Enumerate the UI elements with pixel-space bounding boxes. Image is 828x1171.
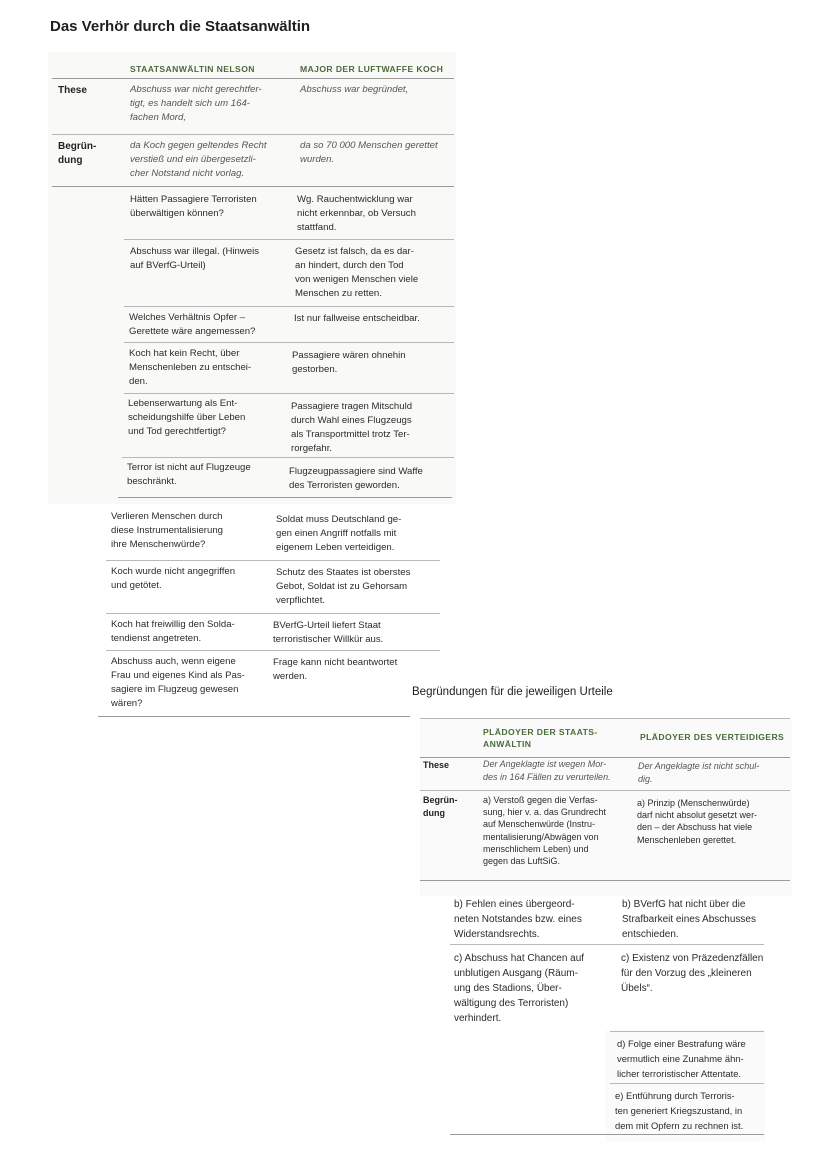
argument-b-defense: b) BVerfG hat nicht über die Strafbarkeit eines Abschusses entschieden. [622, 899, 756, 940]
divider [106, 650, 440, 651]
row-question: Koch hat kein Recht, über Menschenleben zu entschei- den. [129, 348, 252, 387]
label-begruendung: Begrün- dung [423, 795, 458, 818]
divider [420, 718, 790, 719]
section-subtitle: Begründungen für die jeweiligen Urteile [412, 686, 613, 698]
header-prosecutor-plea: PLÄDOYER DER STAATS- ANWÄLTIN [483, 727, 598, 749]
argument-c-prosecutor: c) Abschuss hat Chancen auf unblutigen Ausgang (Räum- ung des Stadions, Über- wältigung des Terroristen) verhindert. [454, 953, 585, 1024]
header-prosecutor: STAATSANWÄLTIN NELSON [130, 64, 255, 74]
row-question: Abschuss war illegal. (Hinweis auf BVerfG-Urteil) [130, 246, 260, 271]
divider [52, 78, 454, 79]
these-defense: Der Angeklagte ist nicht schul- dig. [638, 761, 760, 784]
label-these: These [58, 85, 87, 96]
argument-b-prosecutor: b) Fehlen eines übergeord- neten Notstandes bzw. eines Widerstandsrechts. [454, 899, 582, 940]
row-answer: Passagiere wären ohnehin gestorben. [292, 350, 406, 375]
divider [98, 716, 410, 717]
argument-e-defense: e) Entführung durch Terroris- ten generiert Kriegszustand, in dem mit Opfern zu rechnen ist. [615, 1090, 744, 1131]
row-question: Abschuss auch, wenn eigene Frau und eigenes Kind als Pas- sagiere im Flugzeug gewesen wären? [111, 656, 245, 709]
row-answer: Frage kann nicht beantwortet werden. [273, 657, 398, 682]
row-answer: Schutz des Staates ist oberstes Gebot, Soldat ist zu Gehorsam verpflichtet. [276, 567, 411, 606]
divider [124, 306, 454, 307]
label-begruendung: Begrün- dung [58, 141, 97, 166]
argument-c-defense: c) Existenz von Präzedenzfällen für den Vorzug des „kleineren Übels“. [621, 953, 764, 994]
divider [118, 497, 452, 498]
divider [450, 944, 764, 945]
label-these: These [423, 760, 450, 770]
row-question: Welches Verhältnis Opfer – Gerettete wäre angemessen? [129, 312, 256, 337]
row-answer: Passagiere tragen Mitschuld durch Wahl eines Flugzeugs als Transportmittel trotz Ter- rorgefahr. [291, 401, 413, 454]
begruendung-major: da so 70 000 Menschen gerettet wurden. [300, 140, 438, 165]
divider [52, 186, 454, 187]
divider [106, 560, 440, 561]
divider [106, 613, 440, 614]
begruendung-prosecutor: da Koch gegen geltendes Recht verstieß und ein übergesetzli- cher Notstand nicht vorlag. [130, 140, 267, 179]
row-answer: Flugzeugpassagiere sind Waffe des Terroristen geworden. [289, 466, 423, 491]
row-question: Koch wurde nicht angegriffen und getötet. [111, 566, 236, 591]
divider [122, 457, 454, 458]
row-answer: Wg. Rauchentwicklung war nicht erkennbar, ob Versuch stattfand. [297, 194, 416, 233]
row-question: Lebenserwartung als Ent- scheidungshilfe über Leben und Tod gerechtfertigt? [128, 398, 246, 437]
divider [420, 790, 790, 791]
divider [124, 342, 454, 343]
these-prosecutor: Abschuss war nicht gerechtfer- tigt, es handelt sich um 164- fachen Mord, [130, 84, 262, 123]
row-question: Verlieren Menschen durch diese Instrumentalisierung ihre Menschenwürde? [111, 511, 223, 550]
argument-d-defense: d) Folge einer Bestrafung wäre vermutlich eine Zunahme ähn- licher terroristischer Attentate. [617, 1038, 746, 1079]
argument-a-defense: a) Prinzip (Menschenwürde) darf nicht absolut gesetzt wer- den – der Abschuss hat viele Menschenleben gerettet. [637, 798, 758, 845]
divider [420, 880, 790, 881]
these-major: Abschuss war begründet, [300, 84, 409, 95]
header-major: MAJOR DER LUFTWAFFE KOCH [300, 64, 444, 74]
row-question: Koch hat freiwillig den Solda- tendienst angetreten. [111, 619, 235, 644]
divider [450, 1134, 764, 1135]
divider [610, 1083, 764, 1084]
divider [124, 239, 454, 240]
divider [52, 134, 454, 135]
row-answer: Soldat muss Deutschland ge- gen einen Angriff notfalls mit eigenem Leben verteidigen. [276, 514, 402, 553]
row-answer: Ist nur fallweise entscheidbar. [294, 313, 420, 324]
row-question: Terror ist nicht auf Flugzeuge beschränkt. [127, 462, 251, 487]
header-defense-plea: PLÄDOYER DES VERTEIDIGERS [640, 732, 785, 742]
row-question: Hätten Passagiere Terroristen überwältigen können? [130, 194, 257, 219]
row-answer: Gesetz ist falsch, da es dar- an hindert, durch den Tod von wenigen Menschen viele Menschen zu retten. [295, 246, 419, 299]
divider [610, 1031, 764, 1032]
row-answer: BVerfG-Urteil liefert Staat terroristischer Willkür aus. [273, 620, 384, 645]
argument-a-prosecutor: a) Verstoß gegen die Verfas- sung, hier v. a. das Grundrecht auf Menschenwürde (Instru- mentalisierung/Abwägen von menschlichem Leben) und gegen das LuftSiG. [483, 795, 606, 867]
divider [124, 393, 454, 394]
these-prosecutor: Der Angeklagte ist wegen Mor- des in 164 Fällen zu verurteilen. [483, 759, 611, 782]
page-title: Das Verhör durch die Staatsanwältin [50, 18, 311, 35]
